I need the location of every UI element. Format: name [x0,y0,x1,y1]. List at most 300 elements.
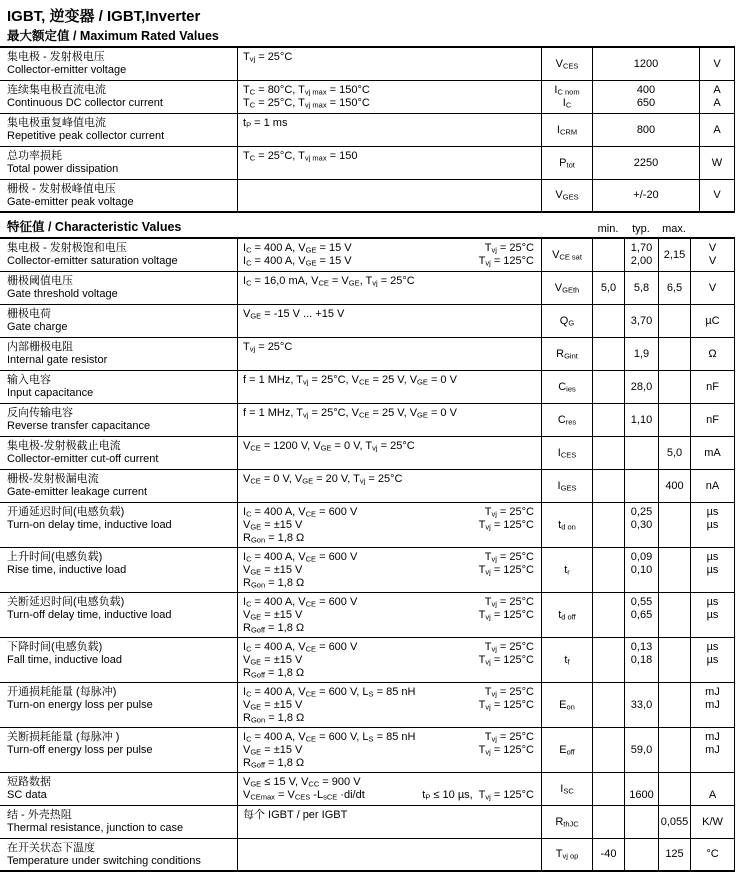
unit [704,447,721,460]
value-cell [592,147,699,179]
max [665,848,683,861]
symbol [560,783,573,796]
param-name-zh: 短路数据 [7,775,51,788]
condition-temperature [479,242,534,268]
conditions-cell [237,638,541,682]
unit [713,189,720,202]
conditions-cell [237,272,541,304]
table-row [0,272,735,305]
param-name-cell [0,437,237,469]
symbol-line: $V_{CE sat}$ [552,248,582,261]
condition [243,731,415,770]
table-row [0,404,735,437]
symbol-line: $I_{SC}$ [560,782,574,795]
param-name-cell [0,470,237,502]
symbol [558,519,576,532]
typ-line: 59,0 [630,743,653,756]
typ-cell [624,272,658,304]
min-cell [592,239,624,271]
section-title-characteristic-values: 特征值 / Characteristic Values [7,220,182,234]
max-cell [658,272,690,304]
max-cell [658,437,690,469]
min-cell [592,683,624,727]
table-row [0,147,735,180]
characteristic-values-header [0,220,739,237]
conditions-cell [237,371,541,403]
unit-line: nA [705,479,720,492]
column-header-min: min. [597,223,619,235]
unit-cell [690,593,735,637]
unit-line: V [713,189,721,201]
typ-line [631,731,652,744]
condition-line: $I_C = 400$ A, $V_{CE} = 600$ V [243,505,358,518]
min-cell [592,839,624,870]
param-name-en: Reverse transfer capacitance [7,419,151,432]
max-line: 0,055 [660,815,689,828]
unit-line: V [708,281,717,294]
unit-line: mJ [705,743,720,756]
param-name-en: Repetitive peak collector current [7,129,165,142]
table-row [0,773,735,806]
unit-line: Ω [708,347,717,360]
condition-line: $R_{Goff} = 1,8$ Ω [243,621,305,634]
symbol-line: $t_f$ [564,653,570,666]
unit-line: A [708,789,717,801]
symbol [555,816,578,829]
condition-temperature-line: $T_{vj} = 125^\circ C$ [478,743,534,756]
conditions-cell [237,593,541,637]
param-name-cell [0,773,237,805]
condition [243,84,370,110]
symbol-cell [541,114,592,146]
unit-line: V [713,57,721,70]
value [633,189,658,202]
symbol [558,414,576,427]
min-cell [592,638,624,682]
symbol-cell [541,81,592,113]
conditions-cell [237,470,541,502]
unit-cell [690,503,735,547]
unit-line: µs [706,653,719,666]
param-name-en: Continuous DC collector current [7,96,163,109]
symbol-cell [541,548,592,592]
condition-line: $V_{GE} = \pm 15$ V [243,743,303,756]
unit-line: nF [706,380,719,393]
symbol-line: $E_{off}$ [559,743,575,756]
conditions-cell [237,437,541,469]
condition [243,551,357,590]
unit-line: µs [706,563,719,576]
param-name-zh: 集电极 - 发射极饱和电压 [7,241,127,254]
condition-line: $V_{CE} = 0$ V, $V_{GE} = 20$ V, $T_{vj} = 25^\circ C$ [243,472,403,485]
min-cell [592,272,624,304]
param-name-cell [0,728,237,772]
condition [243,809,347,822]
symbol-cell [541,437,592,469]
symbol-cell [541,404,592,436]
conditions-cell [237,305,541,337]
symbol-line: $R_{thJC}$ [555,815,579,828]
param-name-zh: 连续集电极直流电流 [7,83,106,96]
typ [634,348,649,361]
param-name-zh: 下降时间(电感负载) [7,640,103,653]
min-cell [592,470,624,502]
condition-temperature-line: $T_{vj} = 25^\circ C$ [484,241,534,254]
min-cell [592,338,624,370]
unit [709,776,716,802]
unit [709,282,716,295]
min-cell [592,305,624,337]
symbol-line: $Q_G$ [559,314,575,327]
symbol-cell [541,147,592,179]
unit [706,414,719,427]
symbol-line: $R_{Gint}$ [556,347,578,360]
unit-line: A [713,97,721,109]
typ-line: 0,18 [630,653,653,666]
unit-cell [690,272,735,304]
condition [243,776,365,802]
typ-line: 0,13 [630,640,653,653]
conditions-cell [237,728,541,772]
conditions-cell [237,180,541,211]
condition [243,641,357,680]
condition-line: 每个 IGBT / per IGBT [243,808,348,821]
symbol [558,480,577,493]
param-name-cell [0,404,237,436]
param-name-en: Fall time, inductive load [7,653,122,666]
symbol-cell [541,773,592,805]
value-line: 650 [636,97,656,109]
min-cell [592,437,624,469]
typ [631,242,652,268]
table-row [0,548,735,593]
unit-line: °C [706,848,719,860]
typ-cell [624,437,658,469]
table-row [0,114,735,147]
symbol [557,124,577,137]
unit-line: A [713,84,721,96]
table-row [0,806,735,839]
typ-line: 0,30 [630,518,653,531]
param-name-cell [0,81,237,113]
unit [705,686,720,712]
typ-cell [624,593,658,637]
section-title-maximum-rated-values: 最大额定值 / Maximum Rated Values [7,29,219,43]
param-name-en: Total power dissipation [7,162,119,175]
typ-line: 0,25 [630,505,653,518]
conditions-cell [237,839,541,870]
condition-line: $R_{Gon} = 1,8$ Ω [243,576,305,589]
typ [631,731,652,757]
unit-cell [690,305,735,337]
param-name-cell [0,839,237,870]
condition-temperature-line: $T_{vj} = 125^\circ C$ [478,698,534,711]
condition [243,440,415,453]
param-name-cell [0,371,237,403]
symbol-line: $C_{res}$ [557,413,577,426]
characteristic-values-table [0,237,735,872]
unit-line: W [711,156,723,169]
condition-temperature [479,641,534,667]
table-row [0,305,735,338]
condition-line: $I_C = 400$ A, $V_{CE} = 600$ V [243,595,358,608]
typ-line: 0,65 [630,608,653,621]
typ-cell [624,806,658,838]
param-name-en: Rise time, inductive load [7,563,127,576]
unit [707,506,719,532]
symbol-line: $t_{d off}$ [558,608,576,621]
condition-line: $T_C = 25^\circ C$, $T_{vj max} = 150^\circ C$ [243,96,370,109]
conditions-cell [237,548,541,592]
min-cell [592,593,624,637]
value-cell [592,81,699,113]
condition-line: $V_{CE} = 1200$ V, $V_{GE} = 0$ V, $T_{vj} = 25^\circ C$ [243,439,415,452]
typ-line: 3,70 [630,314,653,327]
value [634,157,658,170]
typ [631,551,652,577]
condition-temperature-line: $T_{vj} = 125^\circ C$ [478,653,534,666]
condition-line: $R_{Goff} = 1,8$ Ω [243,756,305,769]
param-name-en: Turn-on delay time, inductive load [7,518,172,531]
symbol-cell [541,683,592,727]
max [665,480,683,493]
unit-line: µs [706,505,719,518]
param-name-en: Collector-emitter voltage [7,63,127,76]
page-title: IGBT, 逆变器 / IGBT,Inverter [7,8,201,25]
unit-cell [690,470,735,502]
condition-temperature-line: $T_{vj} = 125^\circ C$ [478,518,534,531]
typ [631,506,652,532]
symbol [559,699,575,712]
max-cell [658,371,690,403]
table-row [0,839,735,872]
unit [707,641,719,667]
typ [629,776,653,802]
condition-line: $I_C = 400$ A, $V_{CE} = 600$ V [243,640,358,653]
unit-cell [690,806,735,838]
param-name-en: Internal gate resistor [7,353,108,366]
param-name-zh: 栅极 - 发射极峰值电压 [7,182,116,195]
param-name-zh: 集电极 - 发射极电压 [7,50,105,63]
condition-line: $V_{GE} \le 15$ V, $V_{CC} = 900$ V [243,775,361,788]
param-name-cell [0,305,237,337]
symbol-line: $t_r$ [564,563,570,576]
value-line: 2250 [633,156,659,169]
symbol [558,381,576,394]
typ-line: 1,9 [633,347,650,360]
max-cell [658,548,690,592]
param-name-zh: 开通延迟时间(电感负载) [7,505,125,518]
conditions-cell [237,404,541,436]
value [637,84,655,110]
condition-temperature-line: $T_{vj} = 125^\circ C$ [478,563,534,576]
typ-cell [624,728,658,772]
symbol [552,249,582,262]
unit [708,348,716,361]
unit [706,480,719,493]
condition [243,242,352,268]
unit [705,731,720,757]
symbol-cell [541,839,592,870]
param-name-en: Collector-emitter cut-off current [7,452,159,465]
param-name-zh: 关断延迟时间(电感负载) [7,595,125,608]
unit [713,58,720,71]
param-name-en: Input capacitance [7,386,94,399]
condition-line: f = 1 MHz, $T_{vj} = 25^\circ C$, $V_{CE} = 25$ V, $V_{GE} = 0$ V [243,373,457,386]
typ-line: 1,10 [630,413,653,426]
max-cell [658,305,690,337]
condition-temperature-line: $T_{vj} = 125^\circ C$ [478,608,534,621]
condition-line: $R_{Goff} = 1,8$ Ω [243,666,305,679]
condition-line: $V_{GE} = \pm 15$ V [243,698,303,711]
unit-cell [690,683,735,727]
unit-line: µs [706,518,719,531]
typ-line: 1600 [629,789,654,801]
max-cell [658,404,690,436]
value-cell [592,180,699,211]
symbol-line: $V_{GES}$ [555,189,579,202]
condition-temperature-line: $T_{vj} = 125^\circ C$ [478,254,534,267]
typ-line: 1,70 [630,242,653,254]
column-header-max: max. [662,223,686,235]
param-name-en: Turn-off energy loss per pulse [7,743,153,756]
unit-cell [699,48,735,80]
unit-cell [690,548,735,592]
table-row [0,48,735,81]
max [664,249,685,262]
symbol-cell [541,239,592,271]
unit-cell [690,404,735,436]
unit-cell [699,114,735,146]
min-cell [592,371,624,403]
condition-line: $I_C = 400$ A, $V_{GE} = 15$ V [243,241,352,254]
param-name-en: Gate threshold voltage [7,287,118,300]
typ-line: 0,09 [630,550,653,563]
param-name-en: Gate-emitter leakage current [7,485,148,498]
param-name-zh: 栅极阈值电压 [7,274,73,287]
unit-line: mA [704,446,721,459]
symbol [556,348,578,361]
max-cell [658,239,690,271]
unit [709,242,716,268]
param-name-cell [0,338,237,370]
condition-line: $T_C = 80^\circ C$, $T_{vj max} = 150^\circ C$ [243,83,370,96]
param-name-cell [0,114,237,146]
symbol [558,609,576,622]
max-cell [658,470,690,502]
unit-cell [690,239,735,271]
condition [243,473,402,486]
table-row [0,81,735,114]
symbol [564,564,570,577]
value-line: 800 [636,123,656,136]
value-cell [592,114,699,146]
max [667,282,682,295]
conditions-cell [237,503,541,547]
param-name-en: Collector-emitter saturation voltage [7,254,178,267]
typ-cell [624,773,658,805]
param-name-en: Turn-on energy loss per pulse [7,698,153,711]
unit-line: µs [706,640,719,653]
typ-cell [624,638,658,682]
unit-cell [699,180,735,211]
condition-line: $I_C = 16,0$ mA, $V_{CE} = V_{GE}$, $T_{vj} = 25^\circ C$ [243,274,415,287]
condition-temperature-line: $T_{vj} = 25^\circ C$ [484,730,534,743]
param-name-zh: 反向传输电容 [7,406,73,419]
typ [631,641,652,667]
unit [707,551,719,577]
value-cell [592,48,699,80]
table-row [0,638,735,683]
max-line: 125 [665,848,684,860]
param-name-en: Temperature under switching conditions [7,854,201,867]
typ [631,686,652,712]
unit-cell [699,147,735,179]
min-cell [592,404,624,436]
condition-line: $T_{vj} = 25^\circ C$ [243,50,293,63]
param-name-zh: 关断损耗能量 (每脉冲 ) [7,730,120,743]
table-row [0,593,735,638]
unit-cell [690,728,735,772]
condition-temperature [422,776,534,802]
unit-cell [690,839,735,870]
condition-line: $T_{vj} = 25^\circ C$ [243,340,293,353]
symbol [555,282,579,295]
table-row [0,470,735,503]
param-name-zh: 结 - 外壳热阻 [7,808,72,821]
symbol [564,654,569,667]
condition-line: $V_{GE} = \pm 15$ V [243,563,303,576]
condition-temperature [479,551,534,577]
symbol-line: $I_{CES}$ [557,446,577,459]
typ-line [631,686,652,699]
symbol-line: $I_{GES}$ [557,479,577,492]
condition-temperature [479,686,534,712]
min-cell [592,503,624,547]
symbol [558,447,576,460]
unit-line: nF [706,413,719,426]
symbol-line: $E_{on}$ [559,698,575,711]
max-cell [658,728,690,772]
condition [243,275,415,288]
conditions-cell [237,147,541,179]
typ-cell [624,470,658,502]
max-cell [658,503,690,547]
condition-temperature [479,596,534,622]
symbol-line: $C_{ies}$ [558,380,576,393]
condition-line: $V_{CEmax} = V_{CES}$ $-L_{sCE} \cdot di/dt$ [243,788,365,801]
condition [243,506,357,545]
value-line: +/-20 [633,189,659,201]
conditions-cell [237,338,541,370]
param-name-en: Turn-off delay time, inductive load [7,608,172,621]
typ-cell [624,239,658,271]
conditions-cell [237,48,541,80]
typ-cell [624,548,658,592]
condition-temperature [479,506,534,532]
typ-cell [624,338,658,370]
unit-line [709,776,716,789]
unit-cell [690,338,735,370]
typ-line: 5,8 [633,281,650,294]
conditions-cell [237,806,541,838]
unit-line: A [713,123,721,136]
param-name-zh: 总功率损耗 [7,149,62,162]
condition [243,686,415,725]
condition-line: $V_{GE} = \pm 15$ V [243,653,303,666]
max-cell [658,683,690,727]
unit [712,157,722,170]
